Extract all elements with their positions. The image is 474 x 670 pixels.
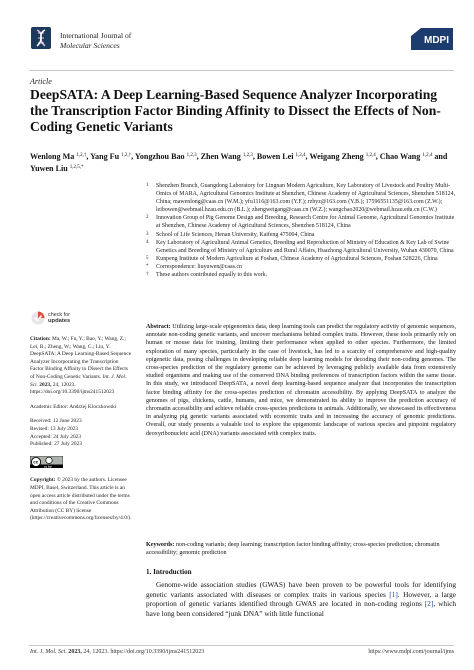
keywords-label: Keywords: — [146, 542, 175, 548]
affiliation-mark: 1 — [146, 183, 149, 188]
header-divider — [29, 70, 454, 71]
publication-date: Accepted: 24 July 2023 — [30, 433, 82, 440]
affiliation-mark: † — [146, 272, 149, 278]
author-separator: , — [252, 152, 257, 161]
affiliation-text: Kunpeng Institute of Modern Agriculture at Foshan, Chinese Academy of Agricultural Sciences, Foshan 528226, China — [156, 255, 438, 262]
sidebar — [30, 336, 132, 530]
abstract — [146, 323, 456, 438]
abstract-text: Utilizing large-scale epigenomics data, deep learning tools can predict the regulatory activity of genomic sequences, annotate non-coding genetic variants, and uncover mechanisms behind complex traits. However, these tools primarily rely on human or mouse data for training, limiting their performance when applied to other species. Furthermore, the limited exploration of many species, particularly in the case of livestock, has led to a scarcity of comprehensive and high-quality epigenetic data, posing challenges in developing reliable deep learning models for decoding their non-coding genomes. The cross-species prediction of the regulatory genome can be achieved by leveraging publicly available data from extensively studied organisms and making use of the conserved DNA binding preferences of transcription factors within the same tissue. In this study, we introduced DeepSATA, a novel deep learning-based sequence analyzer that incorporates the transcription factor binding affinity for the cross-species prediction of chromatin accessibility. By applying DeepSATA to analyze the genomes of pigs, chickens, cattle, humans, and mice, we demonstrated its ability to improve the prediction accuracy of chromatin accessibility and achieve reliable cross-species predictions in animals. Additionally, we showcased its effectiveness in analyzing pig genetic variants associated with economic traits and in increasing the accuracy of genomic predictions. Overall, our study presents a valuable tool to explore the epigenomic landscape of various species and pinpoint regulatory deoxyribonucleic acid (DNA) variants associated with complex traits. — [146, 324, 456, 437]
author-separator: , — [375, 152, 380, 161]
intro-sentence-2: . However, a large proportion of genetic variants identified through GWAS are located in non-coding regions — [146, 589, 457, 609]
author-name[interactable]: Yuwen Liu — [30, 164, 68, 173]
affiliation-mark: 4 — [146, 239, 149, 245]
affiliation-text: Shenzhen Branch, Guangdong Laboratory for Lingnan Modern Agriculture, Key Laboratory of Livestock and Poultry Multi-Omics of MARA, Agricultural Genomics Institute at Shenzhen, Chinese Academy of Agricultural Sciences, Shenzhen 518124, China; mawenlong@caas.cn (W.M.); yfu1116@163.com (Y.F.); rzbyz@163.com (Y.B.); 17596551135@163.com (Z.W.); leibowen@webmail.hzau.edu.cn (B.L.); zhengweigang@caas.cn (W.Z.); wangchao2020@webmail.hzau.edu.cn (C.W.) — [156, 183, 456, 214]
check-for-updates-line1: check for — [48, 311, 70, 318]
footer-citation — [30, 649, 204, 655]
affiliation-text: Innovation Group of Pig Genome Design and Breeding, Research Centre for Animal Genome, Agricultural Genomics Institute at Shenzhen, Chinese Academy of Agricultural Sciences, Shenzhen 518124, China — [156, 215, 455, 230]
journal-name-line1: International Journal of — [60, 31, 132, 40]
keywords — [146, 541, 456, 557]
author-affiliation-marks: 1,2,† — [76, 153, 87, 158]
author-name[interactable]: Chao Wang — [379, 152, 421, 161]
svg-text:cc: cc — [33, 459, 39, 465]
citation-year: 2023, — [39, 381, 52, 388]
author-separator: , — [196, 152, 201, 161]
author-name[interactable]: Weigang Zheng — [309, 152, 364, 161]
citation-block — [30, 336, 132, 397]
article-type: Article — [30, 77, 52, 86]
author-affiliation-marks: 1,2,4 — [422, 153, 433, 158]
author-name[interactable]: Yongzhou Bao — [134, 152, 185, 161]
footer-divider — [29, 645, 454, 646]
affiliation-mark: 3 — [146, 231, 149, 237]
check-for-updates-icon — [31, 310, 45, 326]
author-affiliation-marks: 1,2,4 — [295, 153, 306, 158]
citation-doi[interactable]: 24, 12023. https://doi.org/10.3390/ijms241512023 — [30, 381, 115, 396]
affiliation-mark: * — [146, 263, 149, 269]
dates-block — [30, 418, 132, 448]
author-separator: and — [432, 152, 448, 161]
footer-doi[interactable]: 24, 12023. https://doi.org/10.3390/ijms241512023 — [83, 649, 205, 655]
author-list — [30, 150, 455, 174]
copyright-label: Copyright: — [30, 477, 56, 484]
author-name[interactable]: Wenlong Ma — [30, 152, 75, 161]
introduction-text — [146, 580, 456, 618]
affiliation-mark: 2 — [146, 215, 149, 221]
affiliation-text: Key Laboratory of Agricultural Animal Genetics, Breeding and Reproduction of Ministry of Education & Key Lab of Swine Genetics and Breeding of Ministry of Agriculture and Rural Affairs, Huazhong Agricultural University, Wuhan 430070, China — [156, 239, 454, 254]
author-affiliation-marks: 1,2,3 — [186, 153, 197, 158]
affiliation-item — [146, 231, 456, 239]
copyright-text: © 2023 by the authors. Licensee MDPI, Basel, Switzerland. This article is an open access article distributed under the terms and conditions of the Creative Commons Attribution (CC BY) license (https://creativecommons.org/licenses/by/4.0/). — [30, 477, 132, 522]
affiliation-item — [146, 214, 456, 230]
check-for-updates-button[interactable] — [31, 308, 91, 328]
author-separator: , — [86, 152, 91, 161]
footer-journal-url[interactable]: https://www.mdpi.com/journal/ijms — [368, 649, 454, 655]
author-name[interactable]: Bowen Lei — [256, 152, 294, 161]
citation-journal: Int. J. Mol. Sci. — [30, 373, 127, 388]
abstract-label: Abstract: — [146, 324, 171, 330]
author-affiliation-marks: 1,2,4 — [365, 153, 376, 158]
section-heading-introduction: 1. Introduction — [146, 568, 192, 576]
publication-date: Received: 12 June 2023 — [30, 418, 82, 425]
affiliation-item — [146, 255, 456, 263]
citation-label: Citation: — [30, 336, 51, 342]
article-title: DeepSATA: A Deep Learning-Based Sequence Analyzer Incorporating the Transcription Factor Binding Affinity to Dissect the Effects of Non-Coding Genetic Variants — [30, 87, 441, 134]
author-affiliation-marks: 1,2,† — [121, 153, 132, 158]
mdpi-logo-text: MDPI — [424, 35, 449, 46]
affiliation-text: School of Life Sciences, Henan University, Kaifeng 475004, China — [156, 231, 315, 238]
publication-date: Revised: 13 July 2023 — [30, 425, 79, 432]
citation-authors: Ma, W.; Fu, Y.; Bao, Y.; Wang, Z.; Lei, B.; Zheng, W.; Wang, C.; Liu, Y. DeepSATA: A Deep Learning-Based Sequence Analyzer Incorporating the Transcription Factor Binding Affinity to Dissect the Effects of Non-Coding Genetic Variants. — [30, 336, 132, 380]
author-affiliation-marks: 1,2,3 — [242, 153, 253, 158]
citation-link-1[interactable]: [1] — [389, 589, 398, 599]
cc-badge-text: cc by — [44, 464, 52, 468]
author-separator: , — [131, 152, 135, 161]
journal-logo-icon — [31, 27, 51, 49]
affiliation-item — [146, 182, 456, 214]
author-name[interactable]: Zhen Wang — [200, 152, 241, 161]
academic-editor: Academic Editor: Andrzej Kloczkowski — [30, 403, 117, 410]
cc-by-license-icon[interactable] — [30, 456, 63, 468]
affiliation-mark: 5 — [146, 255, 149, 261]
publication-date: Published: 27 July 2023 — [30, 441, 82, 448]
affiliation-text: These authors contributed equally to this work. — [156, 272, 268, 279]
author-affiliation-marks: 1,2,5,* — [69, 165, 84, 170]
affiliation-item — [146, 271, 456, 279]
journal-name[interactable] — [60, 31, 131, 51]
keywords-text: non-coding variants; deep learning; transcription factor binding affinity; cross-species prediction; chromatin accessibility; genomic prediction — [146, 542, 440, 557]
affiliations — [146, 182, 456, 279]
intro-sentence-1: Genome-wide association studies (GWAS) have been proven to be powerful tools for identifying genetic variants associated with diseases or complex traits in various species — [146, 580, 456, 599]
author-separator: , — [305, 152, 310, 161]
citation-link-2[interactable]: [2] — [424, 599, 434, 609]
check-for-updates-line2: updates — [48, 318, 71, 324]
affiliation-text: Correspondence: liuyuwen@caas.cn — [156, 263, 242, 270]
affiliation-item — [146, 263, 456, 271]
journal-name-line2: Molecular Sciences — [60, 41, 120, 50]
intro-sentence-3: , which have long been considered “junk DNA” with little functional — [146, 599, 456, 618]
affiliation-item — [146, 239, 456, 255]
mdpi-logo[interactable] — [411, 28, 453, 50]
author-name[interactable]: Yang Fu — [90, 152, 120, 161]
footer-year: 2023, — [68, 649, 82, 655]
footer-journal: Int. J. Mol. Sci. — [30, 649, 67, 655]
copyright-block — [30, 477, 132, 523]
